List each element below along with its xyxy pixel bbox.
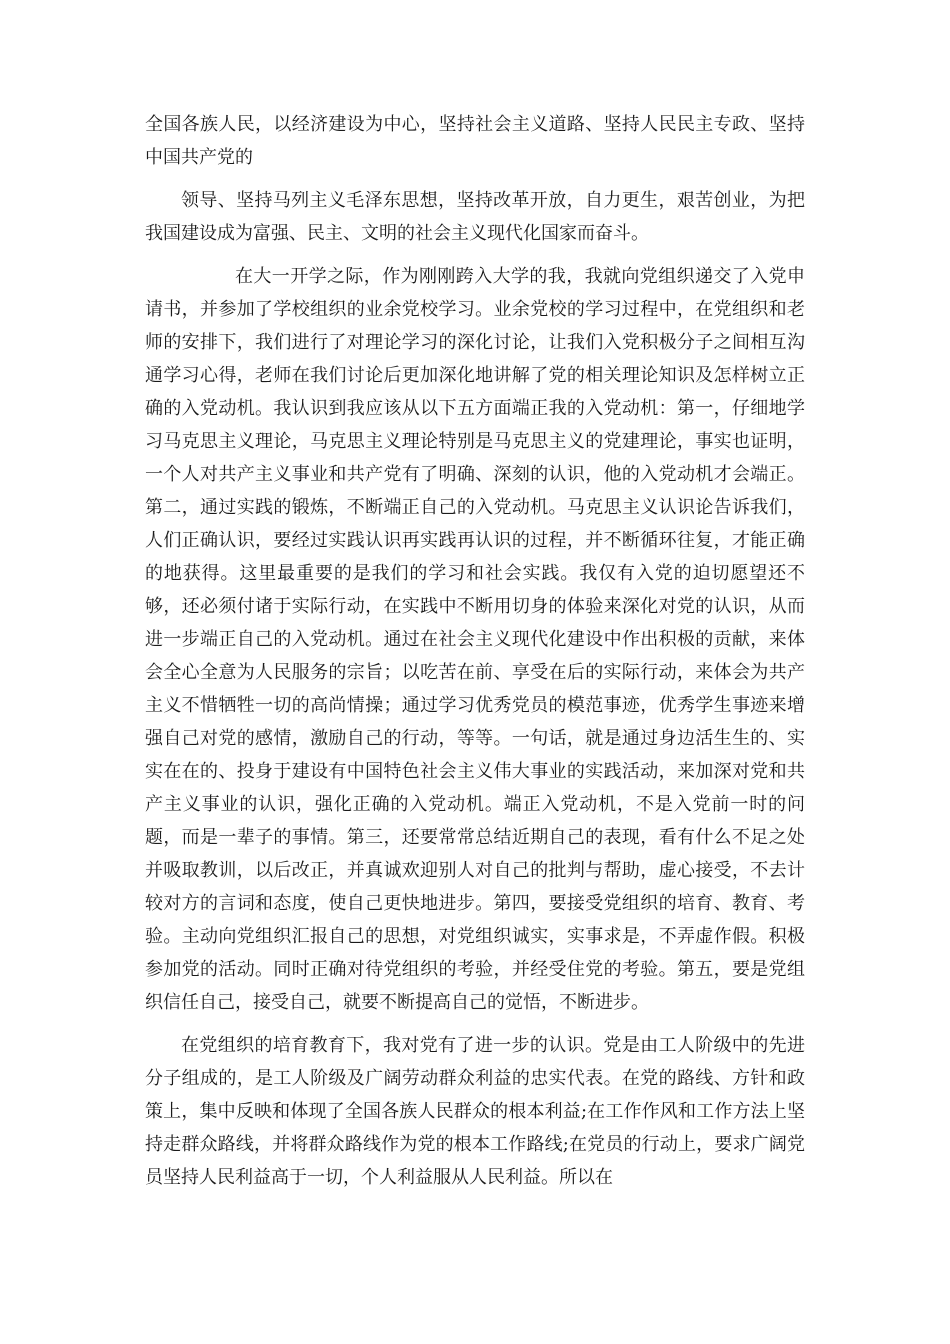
document-body	[145, 108, 805, 1194]
paragraph-1: 全国各族人民，以经济建设为中心，坚持社会主义道路、坚持人民民主专政、坚持中国共产党的	[145, 114, 805, 168]
paragraph-3: 在大一开学之际，作为刚刚跨入大学的我，我就向党组织递交了入党申请书，并参加了学校组织的业余党校学习。业余党校的学习过程中，在党组织和老师的安排下，我们进行了对理论学习的深化讨论，让我们入党积极分子之间相互沟通学习心得，老师在我们讨论后更加深化地讲解了党的相关理论知识及怎样树立正确的入党动机。我认识到我应该从以下五方面端正我的入党动机：第一，仔细地学习马克思主义理论，马克思主义理论特别是马克思主义的党建理论，事实也证明，一个人对共产主义事业和共产党有了明确、深刻的认识，他的入党动机才会端正。第二，通过实践的锻炼，不断端正自己的入党动机。马克思主义认识论告诉我们，人们正确认识，要经过实践认识再实践再认识的过程，并不断循环往复，才能正确的地获得。这里最重要的是我们的学习和社会实践。我仅有入党的迫切愿望还不够，还必须付诸于实际行动，在实践中不断用切身的体验来深化对党的认识，从而进一步端正自己的入党动机。通过在社会主义现代化建设中作出积极的贡献，来体会全心全意为人民服务的宗旨；以吃苦在前、享受在后的实际行动，来体会为共产主义不惜牺牲一切的高尚情操；通过学习优秀党员的模范事迹，优秀学生事迹来增强自己对党的感情，激励自己的行动，等等。一句话，就是通过身边活生生的、实实在在的、投身于建设有中国特色社会主义伟大事业的实践活动，来加深对党和共产主义事业的认识，强化正确的入党动机。端正入党动机，不是入党前一时的问题，而是一辈子的事情。第三，还要常常总结近期自己的表现，看有什么不足之处并吸取教训，以后改正，并真诚欢迎别人对自己的批判与帮助，虚心接受，不去计较对方的言词和态度，使自己更快地进步。第四，要接受党组织的培育、教育、考验。主动向党组织汇报自己的思想，对党组织诚实，实事求是，不弄虚作假。积极参加党的活动。同时正确对待党组织的考验，并经受住党的考验。第五，要是党组织信任自己，接受自己，就要不断提高自己的觉悟，不断进步。	[145, 266, 805, 1013]
paragraph-2: 领导、坚持马列主义毛泽东思想，坚持改革开放，自力更生，艰苦创业，为把我国建设成为富强、民主、文明的社会主义现代化国家而奋斗。	[145, 190, 805, 244]
paragraph-4: 在党组织的培育教育下，我对党有了进一步的认识。党是由工人阶级中的先进分子组成的，是工人阶级及广阔劳动群众利益的忠实代表。在党的路线、方针和政策上，集中反映和体现了全国各族人民群众的根本利益;在工作作风和工作方法上坚持走群众路线，并将群众路线作为党的根本工作路线;在党员的行动上，要求广阔党员坚持人民利益高于一切，个人利益服从人民利益。所以在	[145, 1035, 805, 1188]
